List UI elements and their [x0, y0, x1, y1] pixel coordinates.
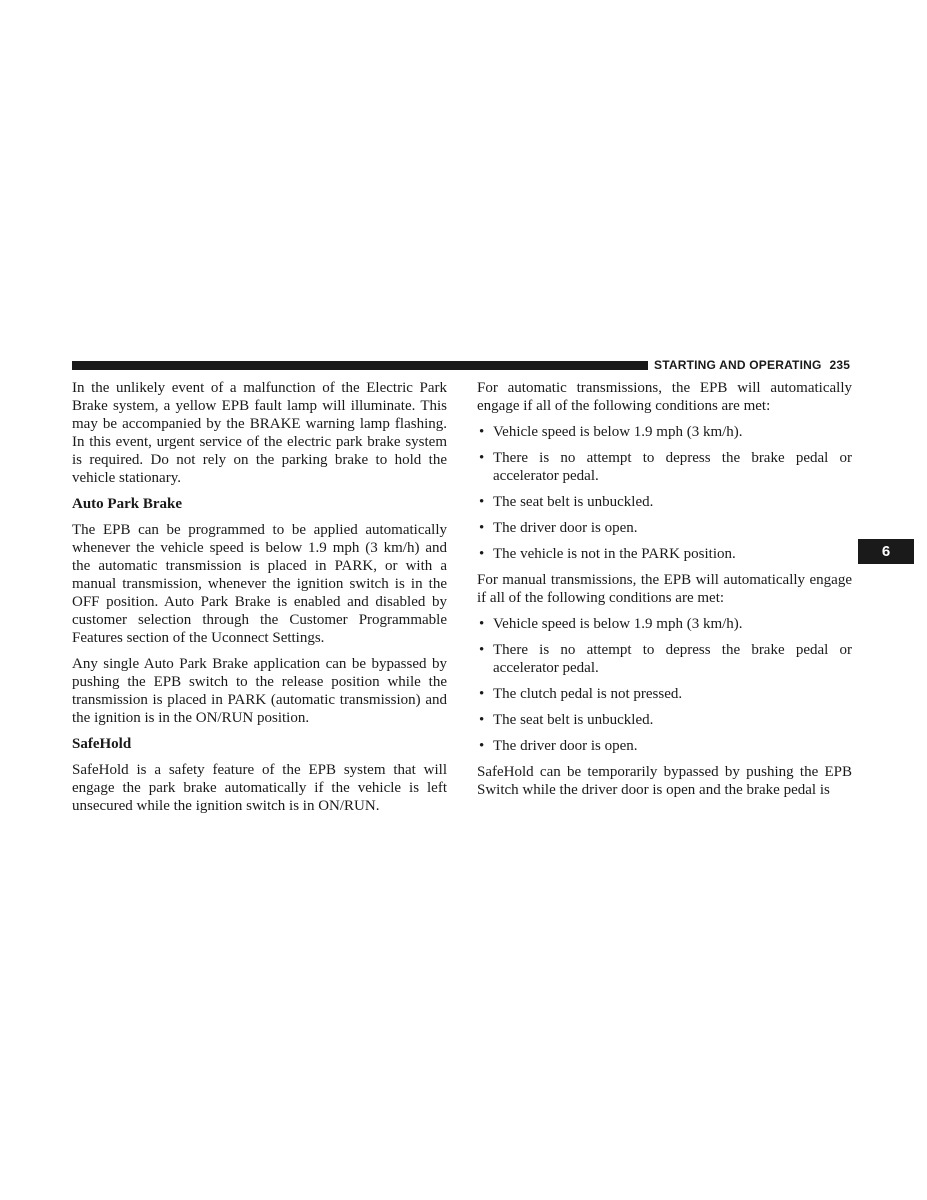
bullet-glyph: •	[479, 686, 485, 702]
list-item: • Vehicle speed is below 1.9 mph (3 km/h).	[479, 424, 743, 440]
automatic-intro-paragraph: For automatic transmissions, the EPB will automatically engage if all of the following conditions are met:	[477, 380, 852, 414]
header-rule	[72, 361, 648, 370]
list-item: • The vehicle is not in the PARK position.	[479, 546, 736, 562]
auto-park-brake-heading: Auto Park Brake	[72, 496, 182, 512]
bullet-glyph: •	[479, 546, 485, 562]
bullet-glyph: •	[479, 520, 485, 536]
bullet-glyph: •	[479, 450, 485, 466]
running-header	[654, 358, 850, 372]
page-number: 235	[829, 358, 851, 372]
malfunction-paragraph: In the unlikely event of a malfunction of the Electric Park Brake system, a yellow EPB fault lamp will illuminate. This may be accompanied by the BRAKE warning lamp flashing. In this event, urgent service of the electric park brake system is required. Do not rely on the parking brake to hold the vehicle stationary.	[72, 380, 447, 486]
bullet-glyph: •	[479, 712, 485, 728]
list-item: • The driver door is open.	[479, 738, 638, 754]
list-item: • The seat belt is unbuckled.	[479, 712, 654, 728]
bullet-glyph: •	[479, 738, 485, 754]
automatic-conditions-list	[477, 423, 852, 563]
list-item: • There is no attempt to depress the brake pedal or accelerator pedal.	[479, 450, 852, 484]
left-column	[72, 379, 447, 815]
section-title: STARTING AND OPERATING	[654, 358, 822, 372]
list-item: • Vehicle speed is below 1.9 mph (3 km/h).	[479, 616, 743, 632]
auto-park-brake-paragraph: The EPB can be programmed to be applied automatically whenever the vehicle speed is below 1.9 mph (3 km/h) and the automatic transmission is placed in PARK, or with a manual transmission, whenever the ignition switch is in the OFF position. Auto Park Brake is enabled and disabled by customer selection through the Customer Programmable Features section of the Uconnect Settings.	[72, 522, 447, 646]
bypass-auto-park-paragraph: Any single Auto Park Brake application can be bypassed by pushing the EPB switch to the release position while the transmission is placed in PARK (automatic transmission) and the ignition is in the ON/RUN position.	[72, 656, 447, 726]
bullet-glyph: •	[479, 642, 485, 658]
list-item: • The driver door is open.	[479, 520, 638, 536]
bullet-glyph: •	[479, 494, 485, 510]
list-item: • The clutch pedal is not pressed.	[479, 686, 683, 702]
list-item: • The seat belt is unbuckled.	[479, 494, 654, 510]
manual-conditions-list	[477, 615, 852, 755]
safehold-heading: SafeHold	[72, 736, 132, 752]
chapter-tab: 6	[858, 539, 914, 564]
bullet-glyph: •	[479, 424, 485, 440]
manual-intro-paragraph: For manual transmissions, the EPB will automatically engage if all of the following conditions are met:	[477, 572, 852, 606]
right-column	[477, 379, 852, 799]
safehold-bypass-paragraph: SafeHold can be temporarily bypassed by pushing the EPB Switch while the driver door is open and the brake pedal is	[477, 764, 852, 798]
list-item: • There is no attempt to depress the brake pedal or accelerator pedal.	[479, 642, 852, 676]
safehold-paragraph: SafeHold is a safety feature of the EPB system that will engage the park brake automatically if the vehicle is left unsecured while the ignition switch is in ON/RUN.	[72, 762, 447, 814]
bullet-glyph: •	[479, 616, 485, 632]
